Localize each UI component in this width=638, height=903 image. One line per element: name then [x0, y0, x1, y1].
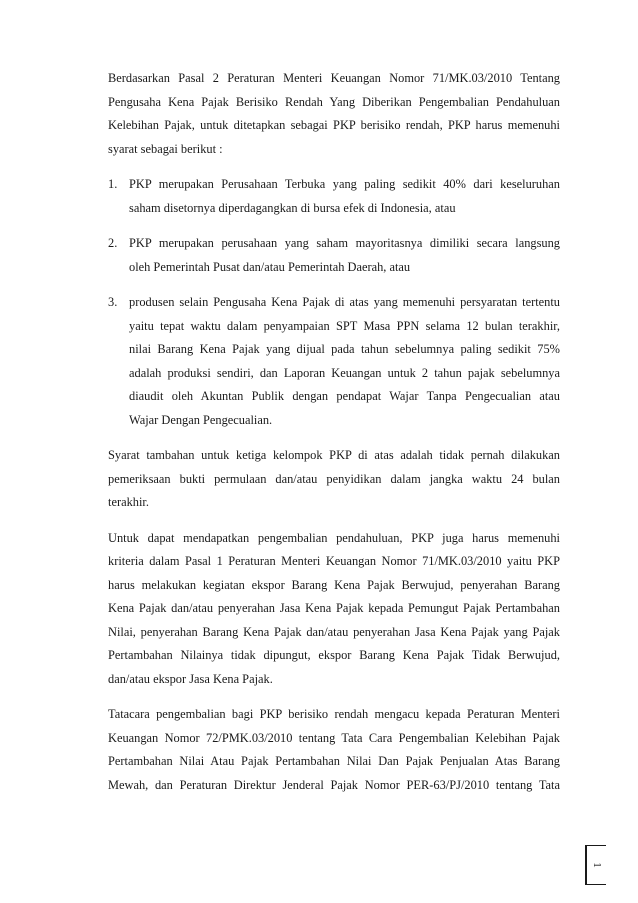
text-line: Nilai, penyerahan Barang Kena Pajak dan/atau penyerahan Jasa Kena Pajak yang Pajak	[108, 624, 560, 639]
text-line: saham disetornya diperdagangkan di bursa efek di Indonesia, atau	[129, 200, 456, 215]
paragraph-procedure	[108, 703, 560, 797]
text-line: pemeriksaan bukti permulaan dan/atau penyidikan dalam jangka waktu 24 bulan	[108, 471, 560, 486]
text-line: Untuk dapat mendapatkan pengembalian pendahuluan, PKP juga harus memenuhi	[108, 530, 560, 545]
text-line: Wajar Dengan Pengecualian.	[129, 412, 273, 427]
list-number: 1.	[108, 177, 118, 191]
paragraph-refund-criteria	[108, 527, 560, 692]
text-line: oleh Pemerintah Pusat dan/atau Pemerintah Daerah, atau	[129, 259, 411, 274]
text-line: produsen selain Pengusaha Kena Pajak di atas yang memenuhi persyaratan tertentu	[129, 295, 560, 309]
paragraph-intro	[108, 67, 560, 161]
text-line: Keuangan Nomor 72/PMK.03/2010 tentang Tata Cara Pengembalian Kelebihan Pajak	[108, 730, 560, 745]
text-line: Kena Pajak dan/atau penyerahan Jasa Kena Pajak kepada Pemungut Pajak Pertambahan	[108, 601, 560, 615]
page-number-box	[585, 845, 606, 885]
text-line: Tatacara pengembalian bagi PKP berisiko rendah mengacu kepada Peraturan Menteri	[108, 707, 560, 721]
list-item	[108, 232, 560, 279]
text-line: adalah produksi sendiri, dan Laporan Keuangan untuk 2 tahun pajak sebelumnya	[129, 365, 560, 380]
text-line: terakhir.	[108, 495, 149, 509]
page-number: 1	[590, 862, 603, 868]
text-line: kriteria dalam Pasal 1 Peraturan Menteri Keuangan Nomor 71/MK.03/2010 yaitu PKP	[108, 554, 560, 568]
paragraph-additional-requirements	[108, 444, 560, 515]
text-line: PKP merupakan Perusahaan Terbuka yang paling sedikit 40% dari keseluruhan	[129, 177, 560, 191]
list-number: 3.	[108, 295, 118, 309]
text-line: PKP merupakan perusahaan yang saham mayoritasnya dimiliki secara langsung	[129, 236, 560, 250]
list-number: 2.	[108, 236, 118, 250]
document-body	[108, 67, 560, 809]
list-item	[108, 173, 560, 220]
text-line: nilai Barang Kena Pajak yang dijual pada tahun sebelumnya paling sedikit 75%	[129, 342, 560, 356]
requirements-list	[108, 173, 560, 432]
list-item	[108, 291, 560, 432]
text-line: Pengusaha Kena Pajak Berisiko Rendah Yang Diberikan Pengembalian Pendahuluan	[108, 94, 560, 109]
text-line: harus melakukan kegiatan ekspor Barang Kena Pajak Berwujud, penyerahan Barang	[108, 577, 560, 592]
text-line: Pertambahan Nilai Atau Pajak Pertambahan Nilai Dan Pajak Penjualan Atas Barang	[108, 754, 560, 768]
text-line: yaitu tepat waktu dalam penyampaian SPT Masa PPN selama 12 bulan terakhir,	[129, 318, 560, 333]
text-line: Kelebihan Pajak, untuk ditetapkan sebagai PKP berisiko rendah, PKP harus memenuhi	[108, 118, 560, 132]
text-line: diaudit oleh Akuntan Publik dengan pendapat Wajar Tanpa Pengecualian atau	[129, 389, 560, 403]
text-line: Berdasarkan Pasal 2 Peraturan Menteri Keuangan Nomor 71/MK.03/2010 Tentang	[108, 71, 560, 85]
text-line: Pertambahan Nilainya tidak dipungut, ekspor Barang Kena Pajak Tidak Berwujud,	[108, 648, 560, 662]
text-line: dan/atau ekspor Jasa Kena Pajak.	[108, 671, 273, 686]
text-line: syarat sebagai berikut :	[108, 141, 223, 156]
text-line: Mewah, dan Peraturan Direktur Jenderal Pajak Nomor PER-63/PJ/2010 tentang Tata	[108, 777, 560, 792]
text-line: Syarat tambahan untuk ketiga kelompok PKP di atas adalah tidak pernah dilakukan	[108, 448, 560, 462]
